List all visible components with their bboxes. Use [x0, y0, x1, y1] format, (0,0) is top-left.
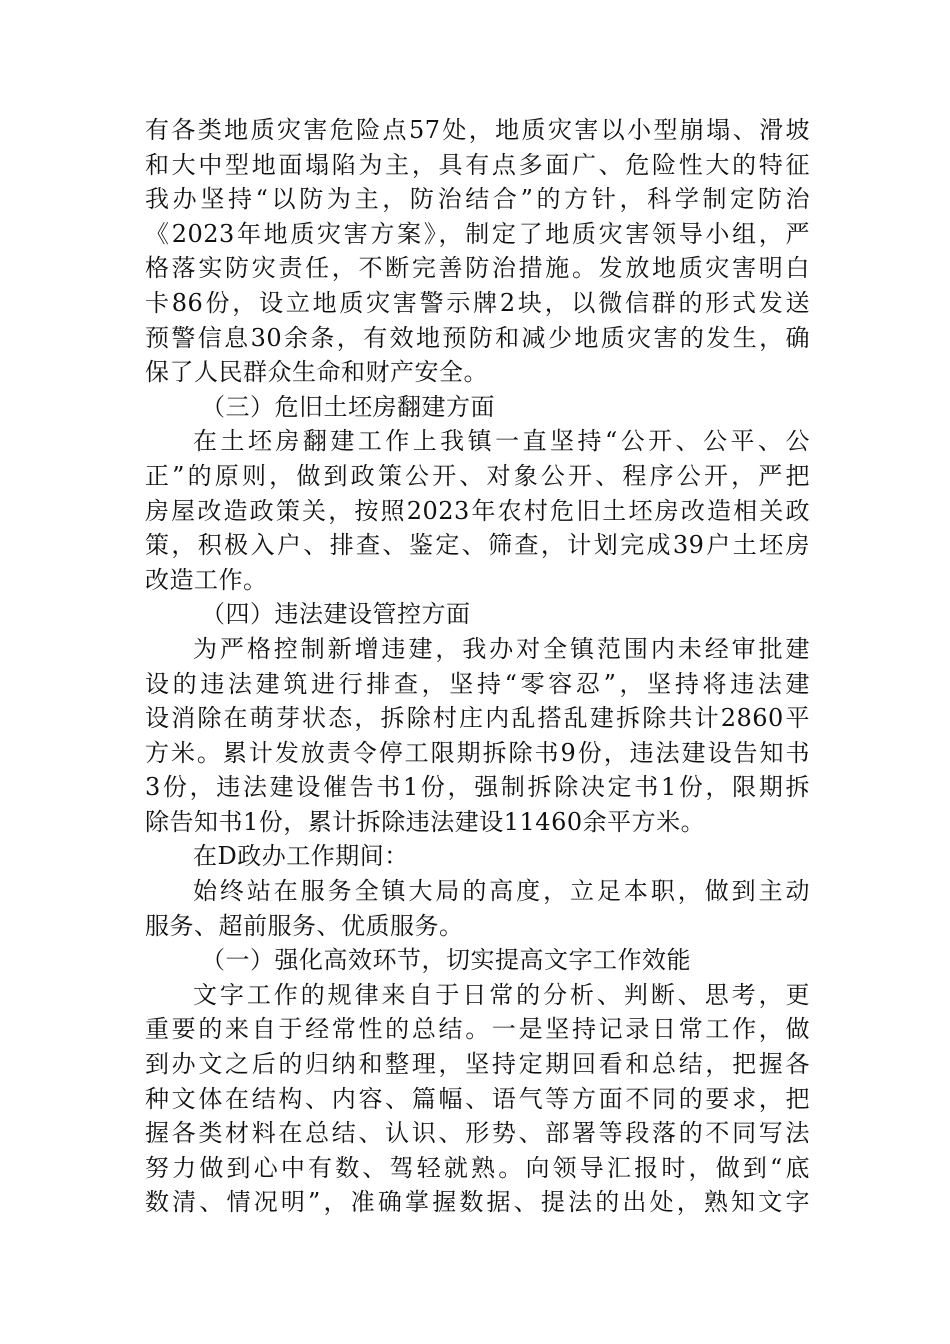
text-line: 重要的来自于经常性的总结。一是坚持记录日常工作，做	[145, 1015, 810, 1044]
text-line: 有各类地质灾害危险点57处，地质灾害以小型崩塌、滑坡	[145, 116, 810, 144]
section-heading: （三）危旧土坯房翻建方面	[201, 392, 495, 421]
text-line: 到办文之后的归纳和整理，坚持定期回看和总结，把握各	[145, 1050, 810, 1079]
text-line: 和大中型地面塌陷为主，具有点多面广、危险性大的特征	[145, 150, 810, 179]
text-line: 除告知书1份，累计拆除违法建设11460余平方米。	[145, 807, 706, 836]
text-line: 3份，违法建设催告书1份，强制拆除决定书1份，限期拆	[145, 773, 810, 802]
text-line: 改造工作。	[145, 565, 268, 594]
text-line: 服务、超前服务、优质服务。	[145, 911, 464, 940]
text-line: 设的违法建筑进行排查，坚持“零容忍”，坚持将违法建	[145, 669, 810, 698]
text-line: 格落实防灾责任，不断完善防治措施。发放地质灾害明白	[145, 254, 810, 283]
text-line: 文字工作的规律来自于日常的分析、判断、思考，更	[193, 980, 810, 1009]
text-line: 方米。累计发放责令停工限期拆除书9份，违法建设告知书	[145, 738, 810, 767]
text-line: 种文体在结构、内容、篇幅、语气等方面不同的要求，把	[145, 1084, 810, 1113]
document-body	[145, 113, 810, 1220]
text-line: 卡86份，设立地质灾害警示牌2块，以微信群的形式发送	[145, 288, 810, 317]
text-line: 握各类材料在总结、认识、形势、部署等段落的不同写法	[145, 1119, 810, 1148]
text-line: 数清、情况明”，准确掌握数据、提法的出处，熟知文字	[145, 1188, 810, 1217]
text-line: 正”的原则，做到政策公开、对象公开、程序公开，严把	[145, 461, 810, 490]
text-line: 为严格控制新增违建，我办对全镇范围内未经审批建	[193, 634, 810, 663]
text-line: 我办坚持“以防为主，防治结合”的方针，科学制定防治	[145, 185, 810, 214]
section-heading: （一）强化高效环节，切实提高文字工作效能	[201, 946, 691, 975]
text-line: 设消除在萌芽状态，拆除村庄内乱搭乱建拆除共计2860平	[145, 704, 810, 733]
text-line: 策，积极入户、排查、鉴定、筛查，计划完成39户土坯房	[145, 531, 810, 560]
text-line: 预警信息30余条，有效地预防和减少地质灾害的发生，确	[145, 323, 810, 352]
text-line: 保了人民群众生命和财产安全。	[145, 358, 488, 387]
text-line: 在D政办工作期间：	[193, 842, 409, 871]
text-line: 始终站在服务全镇大局的高度，立足本职，做到主动	[193, 877, 810, 906]
text-line: 努力做到心中有数、驾轻就熟。向领导汇报时，做到“底	[145, 1153, 810, 1182]
text-line: 在土坯房翻建工作上我镇一直坚持“公开、公平、公	[193, 427, 810, 456]
text-line: 《2023年地质灾害方案》，制定了地质灾害领导小组，严	[145, 219, 810, 248]
section-heading: （四）违法建设管控方面	[201, 600, 471, 629]
text-line: 房屋改造政策关，按照2023年农村危旧土坯房改造相关政	[145, 496, 810, 525]
